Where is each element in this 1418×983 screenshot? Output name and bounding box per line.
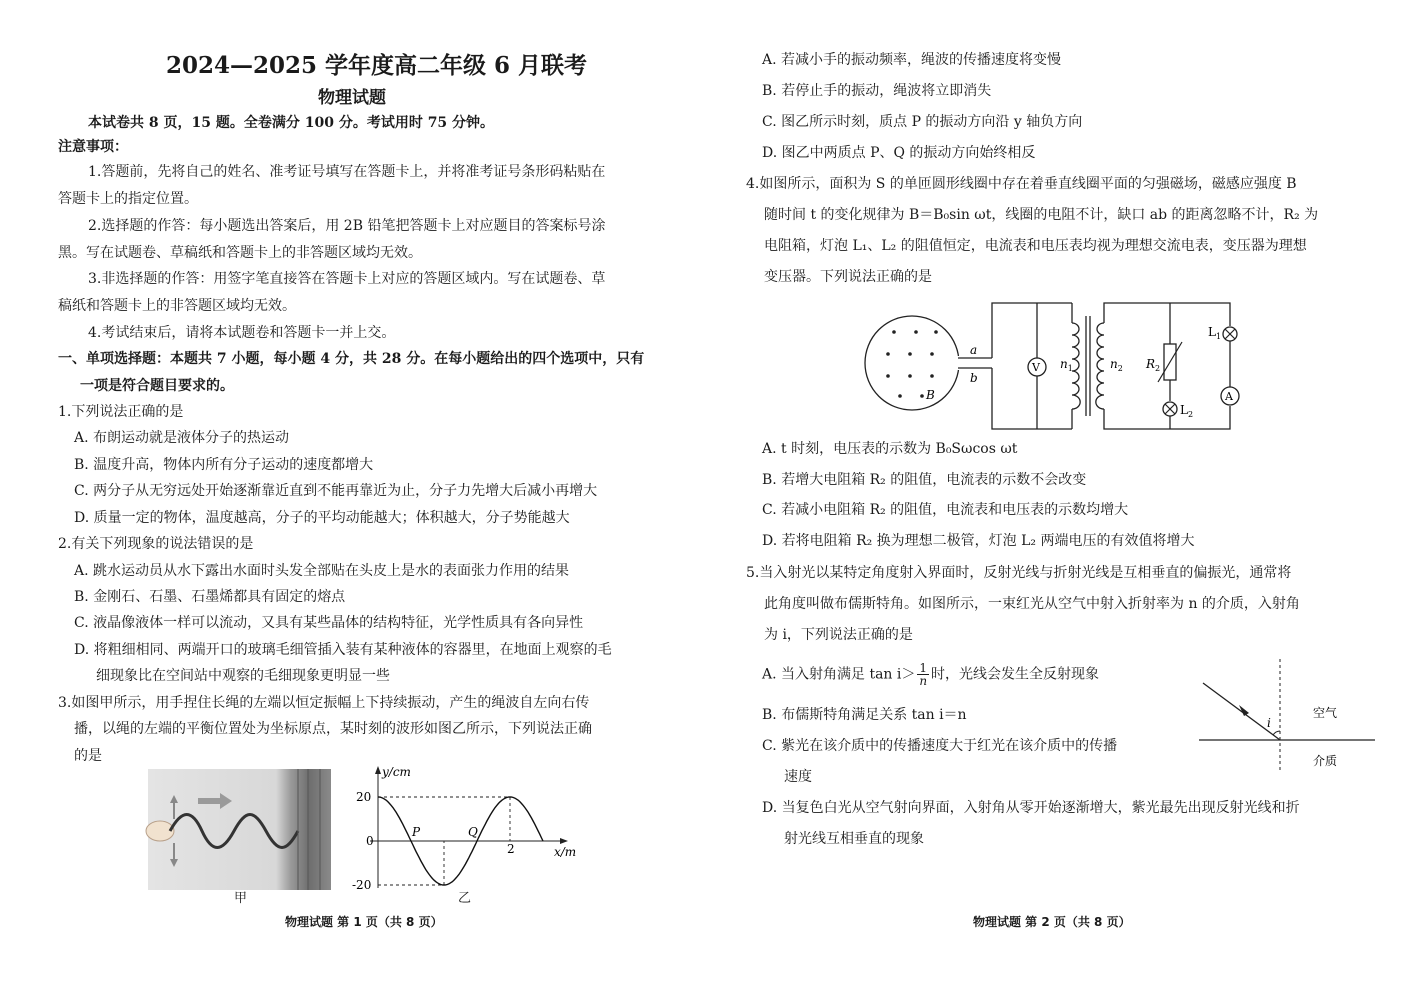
notice-line: 2.选择题的作答：每小题选出答案后，用 2B 铅笔把答题卡上对应题目的答案标号涂 (88, 218, 606, 234)
q5-option-b: B. 布儒斯特角满足关系 tan i＝n (762, 707, 967, 723)
section-heading-cont: 一项是符合题目要求的。 (80, 378, 234, 394)
q4-stem-cont: 随时间 t 的变化规律为 B＝B₀sin ωt，线圈的电阻不计，缺口 ab 的距离忽略不计，R₂ 为 (764, 207, 1319, 223)
refraction-diagram (1195, 655, 1380, 775)
q2-option-d: D. 将粗细相同、两端开口的玻璃毛细管插入装有某种液体的容器里，在地面上观察的毛 (74, 642, 612, 658)
circuit-diagram (860, 296, 1250, 436)
q5-option-c: C. 紫光在该介质中的传播速度大于红光在该介质中的传播 (762, 738, 1118, 754)
medium-label: 介质 (1313, 754, 1338, 768)
q4-stem-cont: 电阻箱，灯泡 L₁、L₂ 的阻值恒定，电流表和电压表均视为理想交流电表，变压器为理想 (764, 238, 1307, 254)
y-tick-label: 20 (356, 790, 372, 804)
ammeter-label: A (1225, 390, 1233, 403)
y-tick-label: 0 (366, 834, 374, 848)
q4-option-b: B. 若增大电阻箱 R₂ 的阻值，电流表的示数不会改变 (762, 472, 1087, 488)
q5-option-d-cont: 射光线互相垂直的现象 (784, 831, 924, 847)
q2-option-a: A. 跳水运动员从水下露出水面时头发全部贴在头皮上是水的表面张力作用的结果 (74, 563, 570, 579)
field-b-label: B (926, 388, 935, 402)
notice-line: 答题卡上的指定位置。 (58, 191, 198, 207)
fraction-1-over-n: $\frac{1}{n}$ (919, 661, 928, 688)
notice-line: 稿纸和答题卡上的非答题区域均无效。 (58, 298, 296, 314)
q2-option-d-cont: 细现象比在空间站中观察的毛细现象更明显一些 (96, 668, 390, 684)
l1-label: $L_1$ (1208, 325, 1222, 341)
q2-option-c: C. 液晶像液体一样可以流动，又具有某些晶体的结构特征，光学性质具有各向异性 (74, 615, 584, 631)
page-footer-left: 物理试题 第 1 页（共 8 页） (285, 915, 443, 929)
q1-stem: 1.下列说法正确的是 (58, 404, 184, 420)
r2-label: $R_2$ (1146, 357, 1161, 373)
q4-stem-cont: 变压器。下列说法正确的是 (764, 269, 932, 285)
q4-option-d: D. 若将电阻箱 R₂ 换为理想二极管，灯泡 L₂ 两端电压的有效值将增大 (762, 533, 1195, 549)
q1-option-d: D. 质量一定的物体，温度越高，分子的平均动能越大；体积越大，分子势能越大 (74, 510, 570, 526)
q3-option-d: D. 图乙中两质点 P、Q 的振动方向始终相反 (762, 145, 1036, 161)
coil-loop (865, 316, 959, 410)
notice-line: 黑。写在试题卷、草稿纸和答题卡上的非答题区域均无效。 (58, 245, 422, 261)
q1-option-c: C. 两分子从无穷远处开始逐渐靠近直到不能再靠近为止，分子力先增大后减小再增大 (74, 483, 598, 499)
fig-jia-label: 甲 (234, 891, 248, 906)
q5-option-a: A. 当入射角满足 tan i＞ $\frac{1}{n}$ 时，光线会发生全反射现象 (762, 661, 1100, 688)
voltmeter-label: V (1032, 361, 1040, 374)
q1-option-a: A. 布朗运动就是液体分子的热运动 (74, 430, 290, 446)
notice-title: 注意事项： (58, 139, 128, 155)
notice-line: 3.非选择题的作答：用签字笔直接答在答题卡上对应的答题区域内。写在试题卷、草 (88, 271, 606, 287)
section-heading: 一、单项选择题：本题共 7 小题，每小题 4 分，共 28 分。在每小题给出的四个选项中，只有 (58, 351, 645, 367)
n1-label: $n_1$ (1060, 357, 1073, 373)
air-label: 空气 (1313, 706, 1338, 720)
page-footer-right: 物理试题 第 2 页（共 8 页） (973, 915, 1131, 929)
q4-stem: 4.如图所示，面积为 S 的单匝圆形线圈中存在着垂直线圈平面的匀强磁场，磁感应强度 B (746, 176, 1297, 192)
q5-option-d: D. 当复色白光从空气射向界面，入射角从零开始逐渐增大，紫光最先出现反射光线和折 (762, 800, 1300, 816)
q4-option-c: C. 若减小电阻箱 R₂ 的阻值，电流表和电压表的示数均增大 (762, 502, 1129, 518)
q5-option-c-cont: 速度 (784, 769, 812, 785)
q2-option-b: B. 金刚石、石墨、石墨烯都具有固定的熔点 (74, 589, 346, 605)
point-p-label: P (412, 825, 421, 839)
x-tick-label: 2 (507, 842, 515, 856)
primary-coil (1072, 323, 1080, 409)
q3-stem-cont: 播，以绳的左端的平衡位置处为坐标原点，某时刻的波形如图乙所示，下列说法正确 (74, 721, 592, 737)
q3-option-c: C. 图乙所示时刻，质点 P 的振动方向沿 y 轴负方向 (762, 114, 1083, 130)
q3-stem: 3.如图甲所示，用手捏住长绳的左端以恒定振幅上下持续振动，产生的绳波自左向右传 (58, 695, 590, 711)
x-axis-label: x/m (554, 845, 577, 859)
q1-option-b: B. 温度升高，物体内所有分子运动的速度都增大 (74, 457, 374, 473)
exam-intro: 本试卷共 8 页，15 题。全卷满分 100 分。考试用时 75 分钟。 (88, 115, 495, 131)
l2-label: $L_2$ (1180, 403, 1194, 419)
q3-stem-cont: 的是 (74, 748, 102, 764)
secondary-coil (1096, 323, 1104, 409)
q5-stem: 5.当入射光以某特定角度射入界面时，反射光线与折射光线是互相垂直的偏振光，通常将 (746, 565, 1292, 581)
terminal-b-label: b (970, 371, 978, 385)
wave-chart (340, 760, 590, 895)
exam-subtitle: 物理试题 (318, 88, 386, 108)
fig-yi-label: 乙 (458, 891, 472, 906)
q3-option-a: A. 若减小手的振动频率，绳波的传播速度将变慢 (762, 52, 1062, 68)
notice-line: 4.考试结束后，请将本试题卷和答题卡一并上交。 (88, 325, 396, 341)
q5-stem-cont: 此角度叫做布儒斯特角。如图所示，一束红光从空气中射入折射率为 n 的介质，入射角 (764, 596, 1300, 612)
q2-stem: 2.有关下列现象的说法错误的是 (58, 536, 254, 552)
terminal-a-label: a (970, 343, 978, 357)
angle-i-label: i (1267, 716, 1271, 730)
notice-line: 1.答题前，先将自己的姓名、准考证号填写在答题卡上，并将准考证号条形码粘贴在 (88, 164, 606, 180)
point-q-label: Q (468, 825, 478, 839)
y-axis-label: y/cm (382, 765, 411, 779)
rope-illustration (148, 769, 331, 890)
q5-stem-cont: 为 i，下列说法正确的是 (764, 627, 913, 643)
incident-ray (1203, 683, 1280, 740)
y-tick-label: -20 (352, 878, 372, 892)
q4-option-a: A. t 时刻，电压表的示数为 B₀Sωcos ωt (762, 441, 1018, 457)
n2-label: $n_2$ (1110, 357, 1123, 373)
exam-title: 2024—2025 学年度高二年级 6 月联考 (166, 52, 588, 79)
q3-option-b: B. 若停止手的振动，绳波将立即消失 (762, 83, 992, 99)
